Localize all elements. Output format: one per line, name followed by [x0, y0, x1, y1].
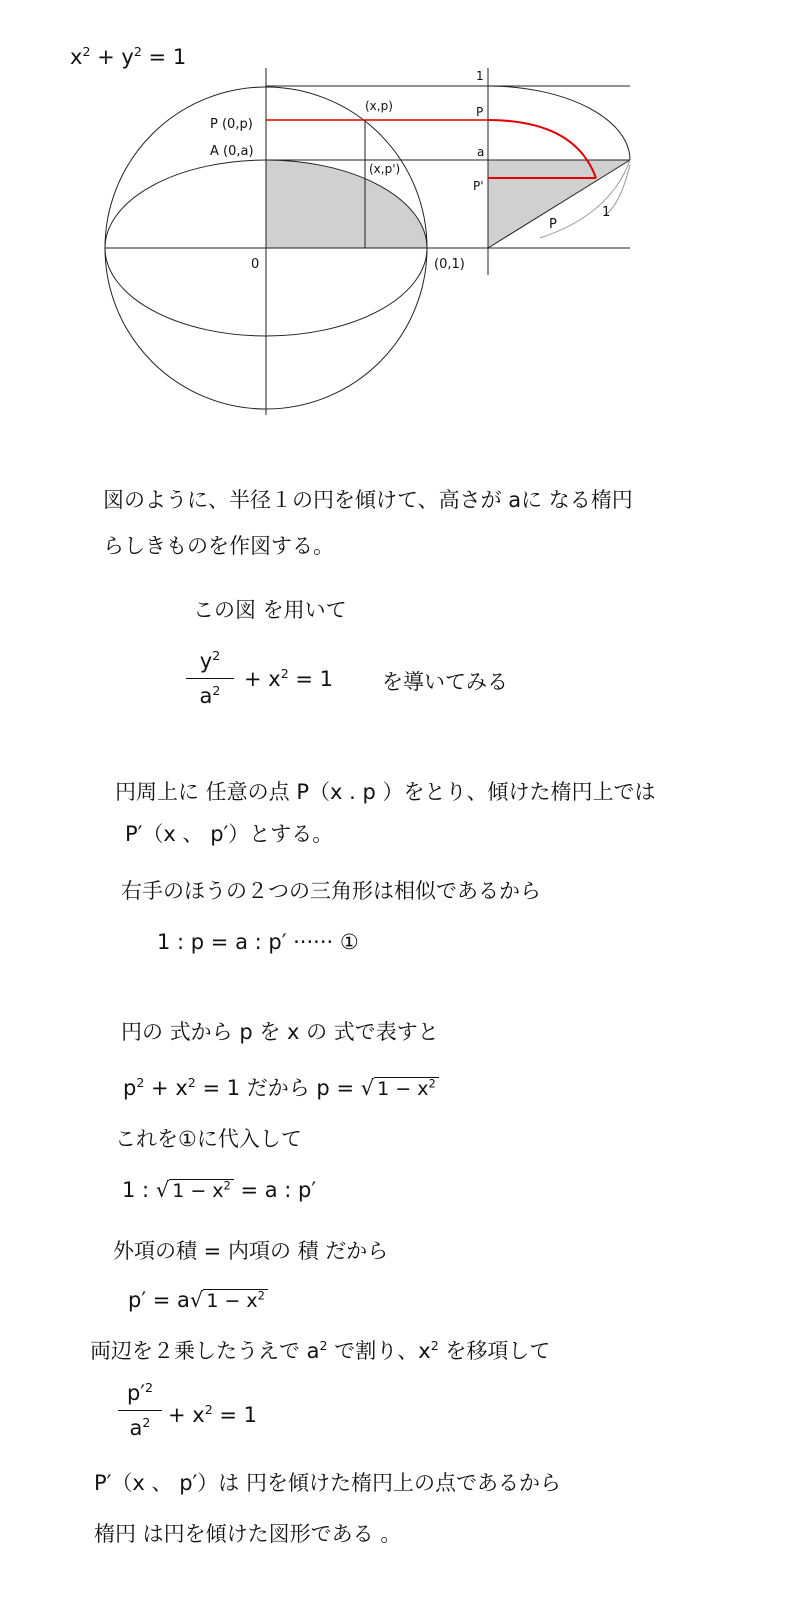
geometry-diagram — [0, 0, 800, 430]
conclusion-line-2: 楕円 は円を傾けた図形である 。 — [94, 1522, 402, 1546]
shaded-ellipse-quadrant — [266, 160, 427, 248]
label-1: 1 — [476, 69, 484, 83]
label-xp-prime: (x,p') — [369, 162, 401, 176]
express-p: 円の 式から p を x の 式で表すと — [121, 1020, 439, 1044]
label-1-lower: 1 — [602, 205, 611, 220]
similar-triangles: 右手のほうの２つの三角形は相似であるから — [121, 879, 541, 903]
square-and-divide: 両辺を２乗したうえで $a^2$ で割り、$x^2$ を移項して — [90, 1338, 551, 1363]
ellipse-fraction: $y^2$ $a^2$ — [186, 648, 234, 709]
label-a: a — [477, 145, 485, 159]
conclusion-line-1: P′（x 、 p′）は 円を傾けた楕円上の点であるから — [94, 1471, 561, 1495]
use-figure: この図 を用いて — [193, 598, 347, 622]
final-fraction: $p'^2$ $a^2$ — [118, 1380, 162, 1441]
final-equation-rest: + $x^2 = 1$ — [168, 1402, 258, 1427]
figure-equation: $x^2 + y^2 = 1$ — [70, 44, 187, 69]
label-P-prime: P' — [473, 179, 484, 193]
right-arc — [488, 86, 630, 160]
take-point-line-1: 円周上に 任意の点 P（x . p ）をとり、傾けた楕円上では — [115, 780, 656, 804]
circle-equation: $p^2 + x^2 = 1$ だから p = √ $1 - x^2$ — [123, 1072, 439, 1102]
substitute-text: これを①に代入して — [115, 1127, 302, 1151]
label-01: (0,1) — [434, 257, 465, 272]
intro-line-2: らしきものを作図する。 — [103, 534, 334, 558]
label-A0a: A (0,a) — [210, 144, 254, 159]
take-point-line-2: P′（x 、 p′）とする。 — [125, 822, 334, 846]
label-p-lower: P — [549, 217, 557, 232]
product-rule: 外項の積 = 内項の 積 だから — [113, 1239, 389, 1263]
label-P0p: P (0,p) — [210, 117, 253, 132]
label-P: P — [476, 105, 484, 119]
label-xp: (x,p) — [365, 99, 393, 113]
ellipse-equation-rest: + $x^2 = 1$ — [244, 666, 334, 691]
p-prime-equation: p′ = a√ $1 - x^2$ — [128, 1288, 268, 1312]
derive-text: を導いてみる — [382, 670, 508, 694]
substituted-ratio: 1 : √ $1 - x^2 = a$ : p′ — [122, 1178, 317, 1202]
ratio-equation: 1 : p = a : p′ ······ ① — [157, 930, 359, 954]
intro-line-1: 図のように、半径１の円を傾けて、高さが aに なる楕円 — [103, 488, 633, 512]
label-origin: 0 — [251, 257, 260, 272]
